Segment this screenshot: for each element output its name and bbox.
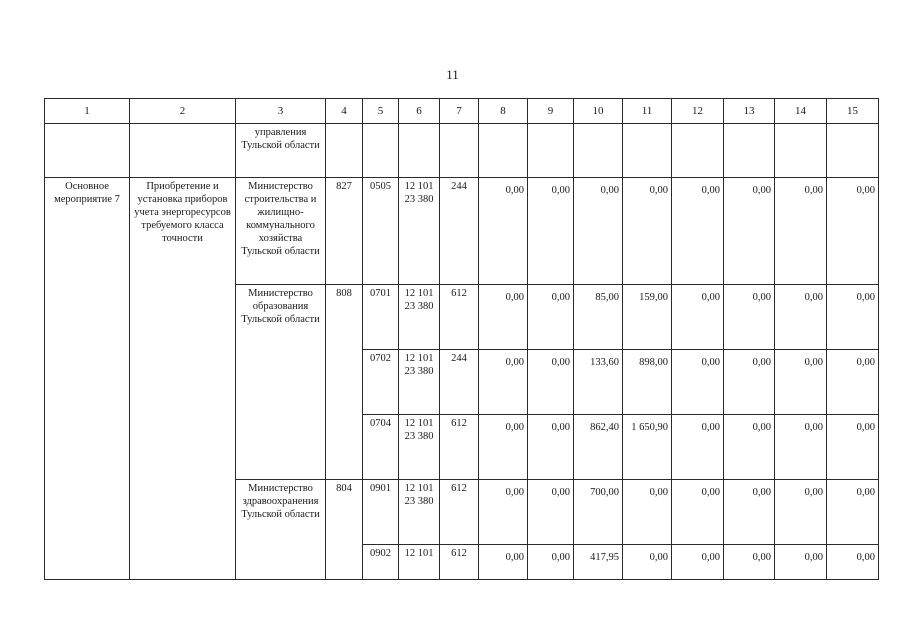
empty-cell	[363, 124, 399, 178]
header-cell: 14	[775, 99, 827, 124]
header-cell: 6	[399, 99, 440, 124]
value-cell: 0,00	[574, 178, 623, 285]
header-cell: 3	[236, 99, 326, 124]
header-cell: 11	[623, 99, 672, 124]
page-number: 11	[446, 67, 459, 82]
value-cell: 1 650,90	[623, 415, 672, 480]
target-cell: 12 101 23 380	[399, 178, 440, 285]
value-cell: 700,00	[574, 480, 623, 545]
empty-cell	[479, 124, 528, 178]
value-cell: 0,00	[724, 545, 775, 580]
value-cell: 0,00	[528, 415, 574, 480]
executor-cell: Министерство строительства и жилищно-коммунального хозяйства Тульской области	[236, 178, 326, 285]
header-cell: 8	[479, 99, 528, 124]
empty-cell	[440, 124, 479, 178]
empty-cell	[827, 124, 879, 178]
vr-cell: 244	[440, 178, 479, 285]
grbs-cell: 808	[326, 285, 363, 480]
empty-cell	[45, 124, 130, 178]
header-cell: 13	[724, 99, 775, 124]
vr-cell: 244	[440, 350, 479, 415]
section-cell: 0702	[363, 350, 399, 415]
target-cell: 12 101	[399, 545, 440, 580]
value-cell: 0,00	[479, 480, 528, 545]
value-cell: 0,00	[775, 480, 827, 545]
budget-table	[44, 98, 879, 580]
header-cell: 12	[672, 99, 724, 124]
header-cell: 15	[827, 99, 879, 124]
value-cell: 0,00	[479, 545, 528, 580]
measure-description: Приобретение и установка приборов учета энергоресурсов требуемого класса точности	[130, 178, 236, 580]
value-cell: 0,00	[672, 415, 724, 480]
value-cell: 0,00	[623, 480, 672, 545]
value-cell: 0,00	[724, 350, 775, 415]
value-cell: 0,00	[775, 545, 827, 580]
value-cell: 0,00	[623, 178, 672, 285]
value-cell: 0,00	[528, 178, 574, 285]
empty-cell	[672, 124, 724, 178]
value-cell: 0,00	[827, 545, 879, 580]
empty-cell	[528, 124, 574, 178]
value-cell: 0,00	[775, 178, 827, 285]
section-cell: 0902	[363, 545, 399, 580]
value-cell: 417,95	[574, 545, 623, 580]
value-cell: 0,00	[479, 415, 528, 480]
header-cell: 5	[363, 99, 399, 124]
grbs-cell: 804	[326, 480, 363, 580]
value-cell: 0,00	[672, 545, 724, 580]
empty-cell	[724, 124, 775, 178]
section-cell: 0505	[363, 178, 399, 285]
measure-name: Основное мероприятие 7	[45, 178, 130, 580]
header-cell: 7	[440, 99, 479, 124]
section-cell: 0704	[363, 415, 399, 480]
value-cell: 0,00	[672, 480, 724, 545]
value-cell: 0,00	[672, 350, 724, 415]
header-cell: 2	[130, 99, 236, 124]
value-cell: 0,00	[827, 350, 879, 415]
continuation-row	[45, 124, 879, 178]
value-cell: 0,00	[479, 350, 528, 415]
target-cell: 12 101 23 380	[399, 415, 440, 480]
target-cell: 12 101 23 380	[399, 285, 440, 350]
grbs-cell: 827	[326, 178, 363, 285]
value-cell: 0,00	[672, 285, 724, 350]
header-cell: 9	[528, 99, 574, 124]
header-cell: 10	[574, 99, 623, 124]
value-cell: 159,00	[623, 285, 672, 350]
value-cell: 0,00	[724, 178, 775, 285]
empty-cell	[623, 124, 672, 178]
value-cell: 0,00	[775, 285, 827, 350]
section-cell: 0901	[363, 480, 399, 545]
vr-cell: 612	[440, 285, 479, 350]
empty-cell	[399, 124, 440, 178]
vr-cell: 612	[440, 480, 479, 545]
empty-cell	[326, 124, 363, 178]
value-cell: 0,00	[623, 545, 672, 580]
value-cell: 0,00	[827, 415, 879, 480]
executor-cell: управления Тульской области	[236, 124, 326, 178]
value-cell: 133,60	[574, 350, 623, 415]
executor-cell: Министерство образования Тульской области	[236, 285, 326, 480]
value-cell: 85,00	[574, 285, 623, 350]
value-cell: 0,00	[672, 178, 724, 285]
value-cell: 0,00	[827, 178, 879, 285]
value-cell: 0,00	[724, 285, 775, 350]
section-cell: 0701	[363, 285, 399, 350]
header-cell: 4	[326, 99, 363, 124]
header-row	[45, 99, 879, 124]
value-cell: 898,00	[623, 350, 672, 415]
vr-cell: 612	[440, 415, 479, 480]
value-cell: 0,00	[479, 285, 528, 350]
table-row	[45, 178, 879, 285]
value-cell: 0,00	[827, 285, 879, 350]
header-cell: 1	[45, 99, 130, 124]
value-cell: 0,00	[724, 415, 775, 480]
value-cell: 0,00	[528, 545, 574, 580]
value-cell: 862,40	[574, 415, 623, 480]
value-cell: 0,00	[479, 178, 528, 285]
value-cell: 0,00	[775, 350, 827, 415]
value-cell: 0,00	[528, 350, 574, 415]
empty-cell	[574, 124, 623, 178]
value-cell: 0,00	[528, 285, 574, 350]
value-cell: 0,00	[528, 480, 574, 545]
executor-cell: Министерство здравоохранения Тульской области	[236, 480, 326, 580]
empty-cell	[130, 124, 236, 178]
target-cell: 12 101 23 380	[399, 350, 440, 415]
value-cell: 0,00	[827, 480, 879, 545]
target-cell: 12 101 23 380	[399, 480, 440, 545]
value-cell: 0,00	[724, 480, 775, 545]
value-cell: 0,00	[775, 415, 827, 480]
empty-cell	[775, 124, 827, 178]
vr-cell: 612	[440, 545, 479, 580]
